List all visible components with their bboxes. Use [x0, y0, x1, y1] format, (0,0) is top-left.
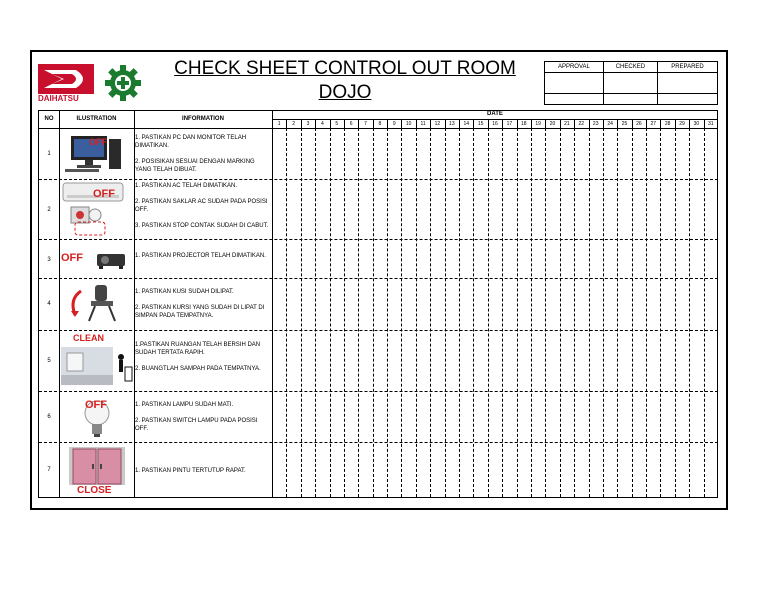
row-number: 7 [47, 467, 51, 473]
day-column-divider [488, 119, 489, 128]
day-column-divider [315, 119, 316, 128]
date-number: 12 [434, 121, 441, 127]
row-info [135, 401, 271, 441]
daihatsu-logo-icon [38, 64, 94, 94]
date-number: 5 [335, 121, 339, 127]
col-header-no: NO [44, 116, 54, 122]
day-column-divider [387, 119, 388, 128]
date-number: 16 [492, 121, 498, 127]
day-column-divider [704, 119, 705, 128]
check-sheet-table [38, 110, 718, 498]
info-item: 2. BUANGTLAH SAMPAH PADA TEMPATNYA. [135, 366, 261, 372]
date-number: 28 [664, 121, 671, 127]
day-column-divider [675, 119, 676, 128]
day-column-divider [358, 119, 359, 128]
row-info [135, 182, 271, 238]
day-column-divider [660, 119, 661, 128]
pc-monitor-illustration [59, 133, 134, 173]
projector-illustration [59, 248, 134, 270]
row-info [135, 341, 271, 381]
day-column-divider [286, 119, 287, 128]
day-column-divider [632, 119, 633, 128]
title-line-1: CHECK SHEET CONTROL OUT ROOM [174, 58, 516, 79]
page-title [150, 57, 540, 105]
door-icon [69, 447, 125, 485]
day-column-divider [560, 119, 561, 128]
day-column-divider [646, 119, 647, 128]
approval-signature-box[interactable] [545, 73, 604, 94]
day-column-divider [301, 119, 302, 128]
day-column-divider [330, 119, 331, 128]
date-number: 3 [306, 121, 310, 127]
approval-table [544, 61, 718, 105]
date-number: 8 [378, 121, 382, 127]
col-header-information: INFORMATION [182, 116, 224, 122]
prepared-label: PREPARED [657, 62, 717, 73]
date-number: 14 [463, 121, 469, 127]
date-number: 17 [506, 121, 513, 127]
row-divider [39, 239, 718, 240]
date-number: 9 [392, 121, 396, 127]
row-info [135, 467, 271, 483]
date-number: 30 [693, 121, 700, 127]
day-column-divider [373, 119, 374, 128]
day-column-divider [531, 119, 532, 128]
day-column-divider [517, 119, 518, 128]
day-column-divider [344, 119, 345, 128]
info-item: 1.PASTIKAN RUANGAN TELAH BERSIH DAN SUDAH TERTATA RAPIH. [135, 342, 261, 356]
off-tag: OFF [93, 188, 115, 200]
row-info [135, 288, 271, 328]
info-item: 1. PASTIKAN PINTU TERTUTUP RAPAT. [135, 468, 246, 474]
checked-signature-box[interactable] [603, 73, 657, 94]
room-trash-icon [59, 345, 134, 387]
chair-fold-icon [59, 281, 134, 325]
col-header-illustration: ILUSTRATION [76, 116, 117, 122]
off-tag: OFF [61, 252, 83, 264]
date-number: 7 [364, 121, 367, 127]
row-divider [39, 278, 718, 279]
info-item: 2. PASTIKAN SWITCH LAMPU PADA POSISI OFF. [135, 418, 258, 432]
row-divider [39, 330, 718, 331]
row-number: 3 [47, 257, 51, 263]
row-number: 5 [47, 358, 51, 364]
lamp-illustration [59, 395, 134, 439]
folding-chair-illustration [59, 281, 134, 325]
day-column-divider [401, 119, 402, 128]
day-column-divider [416, 119, 417, 128]
date-number: 11 [420, 121, 426, 127]
date-number: 4 [320, 121, 324, 127]
info-item: 2. PASTIKAN SAKLAR AC SUDAH PADA POSISI OFF. [135, 199, 268, 213]
ac-switch-illustration [59, 181, 134, 237]
door-illustration [59, 447, 134, 497]
day-column-divider [502, 119, 503, 128]
date-number: 24 [607, 121, 613, 127]
date-number: 27 [650, 121, 657, 127]
day-column-divider [473, 119, 474, 128]
date-number: 26 [636, 121, 642, 127]
day-column-divider [689, 119, 690, 128]
info-item: 1. PASTIKAN PC DAN MONITOR TELAH DIMATIKAN. [135, 135, 247, 149]
date-number: 10 [405, 121, 412, 127]
prepared-signature-box[interactable] [657, 73, 717, 94]
info-item: 2. PASTIKAN KURSI YANG SUDAH DI LIPAT DI SIMPAN PADA TEMPATNYA. [135, 305, 265, 319]
info-item: 3. PASTIKAN STOP CONTAK SUDAH DI CABUT. [135, 223, 269, 229]
brand-name: DAIHATSU [38, 94, 79, 103]
info-item: 1. PASTIKAN KUSI SUDAH DILIPAT. [135, 289, 234, 295]
clean-room-illustration [59, 333, 134, 389]
date-number: 25 [621, 121, 628, 127]
title-line-2: DOJO [318, 82, 372, 103]
checked-label: CHECKED [603, 62, 657, 73]
date-number: 18 [520, 121, 527, 127]
info-item: 2. POSISIKAN SESUAI DENGAN MARKING YANG TELAH DIBUAT. [135, 159, 255, 173]
day-column-divider [445, 119, 446, 128]
date-number: 15 [477, 121, 484, 127]
row-number: 1 [47, 151, 51, 157]
approval-label: APPROVAL [545, 62, 604, 73]
date-number: 19 [535, 121, 541, 127]
gear-cross-icon [104, 64, 142, 102]
date-number: 20 [549, 121, 556, 127]
row-number: 4 [47, 301, 51, 307]
info-item: 1. PASTIKAN PROJECTOR TELAH DIMATIKAN. [135, 253, 266, 259]
day-column-divider [430, 119, 431, 128]
date-number: 13 [449, 121, 455, 127]
day-column-divider [459, 119, 460, 128]
off-tag: OFF [85, 399, 107, 411]
date-number: 23 [592, 121, 599, 127]
date-number: 2 [292, 121, 295, 127]
row-info [135, 134, 271, 182]
row-divider [39, 391, 718, 392]
row-divider [39, 442, 718, 443]
date-number: 31 [708, 121, 714, 127]
close-tag: CLOSE [77, 485, 112, 496]
row-number: 2 [47, 207, 51, 213]
day-column-divider [603, 119, 604, 128]
row-number: 6 [47, 414, 51, 420]
day-column-divider [574, 119, 575, 128]
info-item: 1. PASTIKAN LAMPU SUDAH MATI. [135, 402, 234, 408]
off-tag: OFF [89, 137, 107, 147]
clean-tag: CLEAN [73, 333, 104, 343]
date-number: 6 [349, 121, 353, 127]
projector-icon [95, 250, 129, 270]
day-column-divider [545, 119, 546, 128]
day-column-divider [617, 119, 618, 128]
info-item: 1. PASTIKAN AC TELAH DIMATIKAN. [135, 183, 238, 189]
row-info [135, 252, 271, 268]
col-header-date: DATE [487, 111, 503, 117]
date-number: 1 [277, 121, 281, 127]
day-column-divider [589, 119, 590, 128]
date-number: 21 [564, 121, 570, 127]
date-number: 22 [578, 121, 585, 127]
date-number: 29 [679, 121, 685, 127]
